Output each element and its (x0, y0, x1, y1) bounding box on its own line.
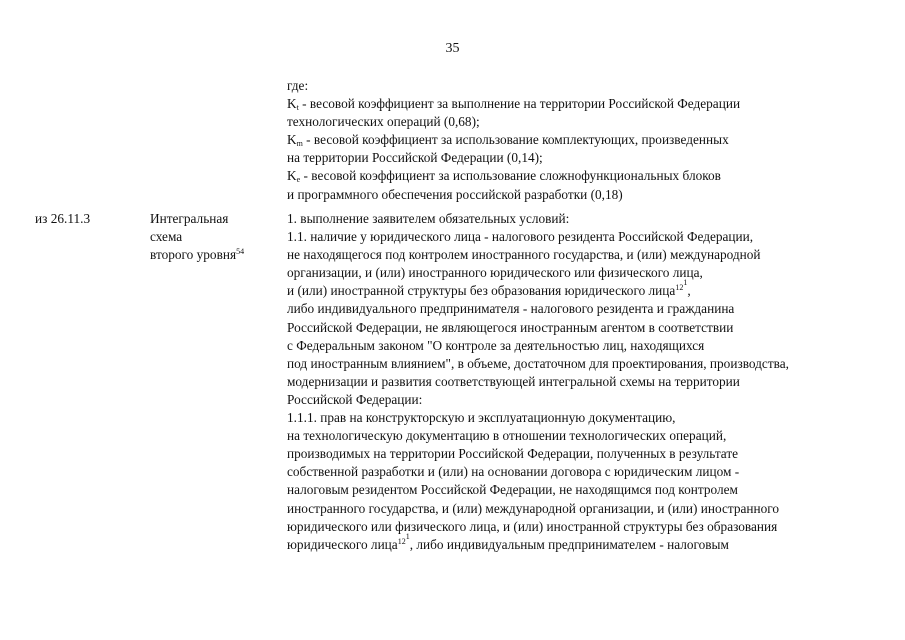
where-intro: где: (287, 78, 309, 93)
text-line: модернизации и развития соответствующей интегральной схемы на территории (287, 373, 740, 389)
text-line: либо индивидуального предпринимателя - налогового резидента и гражданина (287, 301, 735, 317)
text-line: иностранного государства, и (или) международной организации, и (или) иностранного (287, 500, 780, 516)
text-line: юридического или физического лица, и (или) иностранной структуры без образования (287, 518, 778, 534)
coefficients-definition (287, 77, 897, 204)
km-definition: $K_m$ - весовой коэффициент за использование комплектующих, произведенных (287, 132, 729, 149)
product-name-line: Интегральная (150, 211, 229, 226)
text-line: не находящегося под контролем иностранного государства, и (или) международной (287, 247, 761, 263)
text-line: 1.1.1. прав на конструкторскую и эксплуатационную документацию, (287, 410, 676, 426)
kt-definition: $K_t$ - весовой коэффициент за выполнение на территории Российской Федерации (287, 96, 741, 113)
text-line: с Федеральным законом "О контроле за деятельностью лиц, находящихся (287, 337, 705, 353)
product-name (150, 210, 275, 264)
footnote-ref: 121 (675, 278, 688, 293)
text-line: собственной разработки и (или) на основании договора с юридическим лицом - (287, 464, 740, 480)
text-line: налоговым резидентом Российской Федерации, не находящимся под контролем (287, 482, 738, 498)
text-line: на технологическую документацию в отношении технологических операций, (287, 428, 727, 444)
footnote-ref: 121 (397, 531, 410, 546)
text-line: юридического лица$^{12^1}$, либо индивидуальным предпринимателем - налоговым (287, 531, 729, 552)
text-line: 1. выполнение заявителем обязательных условий: (287, 211, 570, 226)
ke-definition-cont: и программного обеспечения российской разработки (0,18) (287, 186, 623, 202)
text-line: и (или) иностранной структуры без образования юридического лица$^{12^1}$, (287, 278, 691, 299)
product-name-line: схема (150, 229, 183, 245)
text-line: под иностранным влиянием", в объеме, достаточном для проектирования, производства, (287, 355, 789, 371)
text-line: производимых на территории Российской Федерации, полученных в результате (287, 446, 739, 462)
text-line: Российской Федерации, не являющегося иностранным агентом в соответствии (287, 319, 734, 335)
text-line: 1.1. наличие у юридического лица - налогового резидента Российской Федерации, (287, 229, 754, 245)
kt-definition-cont: технологических операций (0,68); (287, 114, 480, 130)
footnote-ref: 54 (236, 247, 245, 257)
okpd-code: из 26.11.3 (35, 211, 91, 226)
km-definition-cont: на территории Российской Федерации (0,14); (287, 150, 543, 166)
conditions-text (287, 210, 897, 554)
text-line: организации, и (или) иностранного юридического или физического лица, (287, 265, 703, 281)
page-number: 35 (445, 41, 460, 56)
text-line: Российской Федерации: (287, 391, 423, 407)
product-name-line: второго уровня$^{54}$ (150, 247, 245, 263)
ke-definition: $K_e$ - весовой коэффициент за использование сложнофункциональных блоков (287, 168, 721, 185)
